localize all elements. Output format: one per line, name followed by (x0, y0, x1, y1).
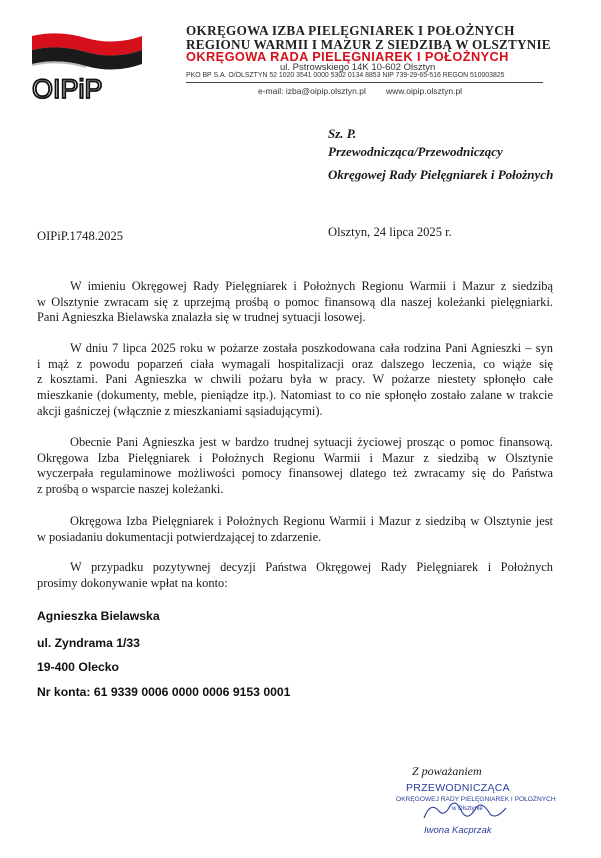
org-email: e-mail: izba@oipip.olsztyn.pl (258, 86, 366, 96)
signatory-name: Iwona Kacprzak (424, 825, 492, 836)
handwritten-signature (420, 796, 530, 826)
account-number: Nr konta: 61 9339 0006 0000 0006 9153 0001 (37, 685, 291, 699)
bank-details: PKO BP S.A. O/OLSZTYN 52 1020 3541 0000 5302 0134 8853 NIP 739-29-65-516 REGON 510003825 (186, 72, 505, 79)
reference-number: OIPiP.1748.2025 (37, 229, 124, 243)
oipip-logo (28, 30, 146, 104)
org-name-line2: REGIONU WARMII I MAZUR Z SIEDZIBĄ W OLSZTYNIE (186, 37, 551, 52)
place-date: Olsztyn, 24 lipca 2025 r. (328, 225, 452, 239)
closing-phrase: Z poważaniem (412, 764, 482, 778)
header-divider (186, 82, 543, 83)
logo-text: OIPiP (32, 74, 103, 104)
org-website: www.oipip.olsztyn.pl (386, 86, 463, 96)
recipient-body: Okręgowej Rady Pielęgniarek i Położnych (328, 167, 554, 182)
paragraph-2: W dniu 7 lipca 2025 roku w pożarze została poszkodowana cała rodzina Pani Agnieszki – syn i mąż z powodu poparzeń ciała wymagali hospitalizacji oraz dalszego leczenia, co wiąże się z kosztami. Pani Agnieszka w chwili pożaru była w pracy. W pożarze niestety spłonęło całe mieszkanie (dokumenty, meble, pieniądze itp.). Natomiast to co nie spłonęło zostało zalane w trakcie akcji gaśniczej (włącznie z mieszkaniami sąsiadującymi). (37, 341, 553, 418)
stamp-city: w Olsztynie (452, 806, 483, 812)
paragraph-4: Okręgowa Izba Pielęgniarek i Położnych Regionu Warmii i Mazur z siedzibą w Olsztynie jest w posiadaniu dokumentacji potwierdzającej to zdarzenie. (37, 514, 553, 544)
stamp-title: PRZEWODNICZĄCA (406, 782, 510, 794)
org-address: ul. Pstrowskiego 14K 10-602 Olsztyn (280, 62, 436, 73)
recipient-salutation: Sz. P. (328, 126, 357, 141)
paragraph-5: W przypadku pozytywnej decyzji Państwa Okręgowej Rady Pielęgniarek i Położnych prosimy dokonywanie wpłat na konto: (37, 560, 553, 590)
org-name-line1: OKRĘGOWA IZBA PIELĘGNIAREK I POŁOŻNYCH (186, 23, 515, 38)
paragraph-1: W imieniu Okręgowej Rady Pielęgniarek i Położnych Regionu Warmii i Mazur z siedzibą w Olsztynie zwracam się z uprzejmą prośbą o pomoc finansową dla naszej koleżanki pielęgniarki. Pani Agnieszka Bielawska znalazła się w trudnej sytuacji losowej. (37, 279, 553, 325)
account-street: ul. Zyndrama 1/33 (37, 636, 140, 650)
paragraph-3: Obecnie Pani Agnieszka jest w bardzo trudnej sytuacji życiowej prosząc o pomoc finansową. Okręgowa Izba Pielęgniarek i Położnych Regionu Warmii i Mazur z siedzibą w Olsztynie wyczerpała regulaminowe możliwości pomocy finansowej dlatego też zwracamy się do Państwa z prośbą o wsparcie naszej koleżanki. (37, 435, 553, 497)
recipient-role: Przewodnicząca/Przewodniczący (328, 144, 503, 159)
stamp-body: OKRĘGOWEJ RADY PIELĘGNIAREK I POŁOŻNYCH (396, 796, 556, 803)
account-name: Agnieszka Bielawska (37, 609, 160, 623)
council-name: OKRĘGOWA RADA PIELĘGNIAREK I POŁOŻNYCH (186, 49, 509, 64)
account-city: 19-400 Olecko (37, 660, 119, 674)
